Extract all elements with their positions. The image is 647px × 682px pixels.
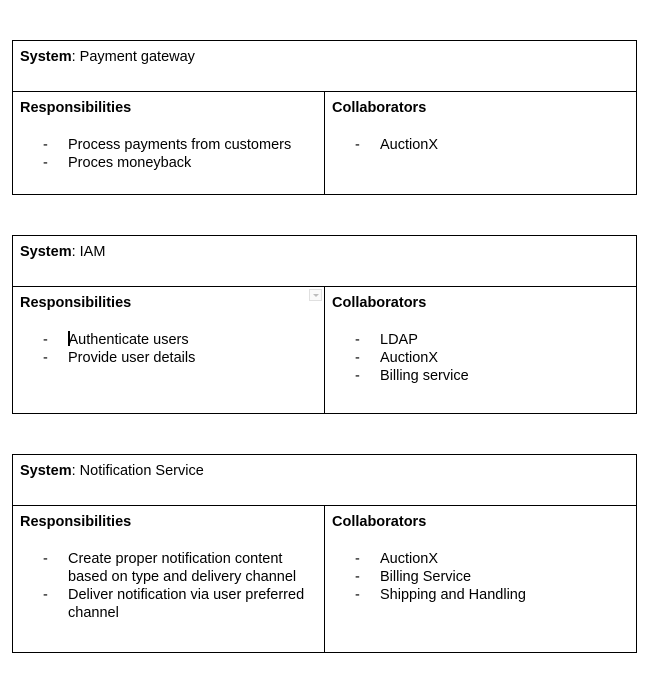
collaborators-list [332, 136, 629, 154]
bullet-dash: - [355, 332, 360, 348]
responsibilities-cell[interactable] [13, 506, 325, 652]
crc-card-payment-gateway [12, 40, 637, 195]
list-item-text: Create proper notification content based on type and delivery channel [68, 551, 297, 585]
list-item-text: Billing service [380, 368, 469, 384]
separator: : [71, 463, 80, 479]
list-item [20, 349, 317, 367]
list-item-text: AuctionX [380, 350, 439, 366]
bullet-dash: - [43, 350, 48, 366]
collaborators-cell[interactable] [325, 92, 636, 194]
bullet-dash: - [43, 332, 48, 348]
bullet-dash: - [43, 587, 48, 603]
system-name: Notification Service [79, 463, 204, 479]
system-label: System [20, 463, 72, 479]
crc-card-iam [12, 235, 637, 414]
bullet-dash: - [355, 368, 360, 384]
collaborators-cell[interactable] [325, 506, 636, 652]
bullet-dash: - [355, 551, 360, 567]
bullet-dash: - [355, 137, 360, 153]
collaborators-list [332, 550, 629, 604]
list-item-text: Shipping and Handling [380, 587, 526, 603]
list-item-text: AuctionX [380, 137, 439, 153]
list-item-text: Deliver notification via user preferred channel [68, 587, 305, 621]
list-item [20, 154, 317, 172]
card-header[interactable] [13, 455, 636, 506]
responsibilities-title: Responsibilities [20, 295, 132, 311]
system-label: System [20, 49, 72, 65]
card-header[interactable] [13, 41, 636, 92]
collaborators-title: Collaborators [332, 295, 427, 311]
responsibilities-cell[interactable] [13, 287, 325, 413]
bullet-dash: - [43, 551, 48, 567]
system-label: System [20, 244, 72, 260]
responsibilities-list [20, 550, 317, 622]
responsibilities-title: Responsibilities [20, 514, 132, 530]
collaborators-title: Collaborators [332, 100, 427, 116]
responsibilities-list [20, 136, 317, 172]
separator: : [71, 244, 80, 260]
collaborators-cell[interactable] [325, 287, 636, 413]
collaborators-list [332, 331, 629, 385]
list-item [20, 550, 317, 586]
collaborators-title: Collaborators [332, 514, 427, 530]
list-item [332, 349, 629, 367]
list-item [20, 136, 317, 154]
list-item-text: Proces moneyback [68, 155, 192, 171]
list-item [332, 550, 629, 568]
system-name: IAM [79, 244, 106, 260]
list-item-text: AuctionX [380, 551, 439, 567]
list-item [332, 331, 629, 349]
list-item [332, 568, 629, 586]
list-item [332, 586, 629, 604]
list-item-text: Process payments from customers [68, 137, 292, 153]
bullet-dash: - [43, 155, 48, 171]
separator: : [71, 49, 80, 65]
bullet-dash: - [355, 569, 360, 585]
bullet-dash: - [355, 587, 360, 603]
list-item [332, 136, 629, 154]
list-item [332, 367, 629, 385]
list-item [20, 586, 317, 622]
list-item-text: Provide user details [68, 350, 196, 366]
list-item [20, 331, 317, 349]
list-item-text: LDAP [380, 332, 418, 348]
cell-dropdown-icon[interactable] [309, 289, 322, 301]
responsibilities-cell[interactable] [13, 92, 325, 194]
system-name: Payment gateway [79, 49, 195, 65]
bullet-dash: - [355, 350, 360, 366]
bullet-dash: - [43, 137, 48, 153]
responsibilities-title: Responsibilities [20, 100, 132, 116]
list-item-text: Billing Service [380, 569, 472, 585]
card-header[interactable] [13, 236, 636, 287]
responsibilities-list [20, 331, 317, 367]
list-item-text: Authenticate users [68, 332, 189, 348]
crc-card-notification-service [12, 454, 637, 653]
